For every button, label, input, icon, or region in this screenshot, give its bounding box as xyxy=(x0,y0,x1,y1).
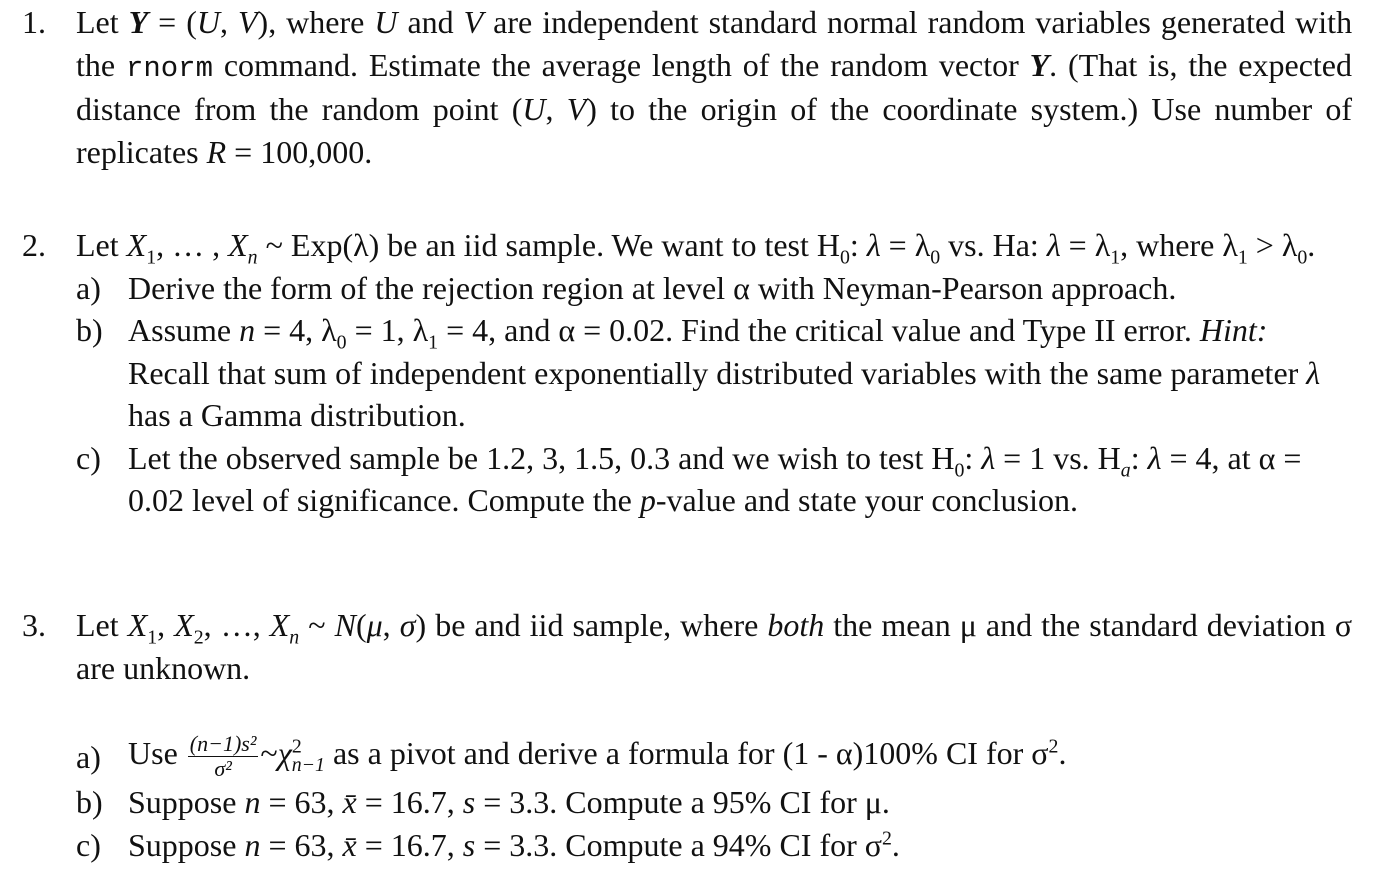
problem-text: Let $X_1$, … , $X_n$ ~ Exp(λ) be an iid sample. We want to test $H_0$: $\lambda = \lambda_0$ vs. Ha: $\lambda = \lambda_1$, where $\lambda_1 > \lambda_0$. xyxy=(76,227,1316,269)
problem-number: 2. xyxy=(22,227,46,263)
problem-text: Let Y = (U, V), where U and V are independent standard normal random variables generated with the rnorm command. Estimate the average length of the random vector Y. (That is, the expected distance from the random point (U, V) to the origin of the coordinate system.) Use number of replicates R = 100,000. xyxy=(76,4,1353,170)
subpart-b: b) Suppose n = 63, x̄ = 16.7, s = 3.3. Compute a 95% CI for μ. xyxy=(76,784,890,821)
subpart-c: c) Suppose n = 63, x̄ = 16.7, s = 3.3. Compute a 94% CI for $\sigma^2$. xyxy=(76,826,900,863)
problem-2 xyxy=(22,224,1352,522)
subpart-b: b) Assume n = 4, $\lambda_0 = 1$, $\lambda_1 = 4$, and α = 0.02. Find the critical value and Type II error. Hint: Recall that sum of independent exponentially distributed variables with the same parameter λ has a Gamma distribution. xyxy=(76,312,1321,434)
subpart-c: c) Let the observed sample be 1.2, 3, 1.5, 0.3 and we wish to test $H_0$: λ = 1 vs. $H_a$: λ = 4, at α = 0.02 level of significance. Compute the p-value and state your conclusion. xyxy=(76,439,1302,519)
problem-number: 3. xyxy=(22,607,46,643)
problem-text: Let $X_1$, $X_2$, …, $X_n$ ~ N(μ, σ) be and iid sample, where both the mean μ and the standard deviation σ are unknown. xyxy=(76,607,1353,686)
subpart-a: a) Derive the form of the rejection region at level α with Neyman-Pearson approach. xyxy=(76,269,1177,306)
problem-number: 1. xyxy=(22,4,46,40)
code-rnorm: rnorm xyxy=(125,51,213,85)
pivot-fraction: $\frac{\text{(n−1)s²}}{\text{σ²}}$ xyxy=(189,731,257,782)
subpart-a: a) Use $\frac{\text{(n−1)s²}}{\text{σ²}}$ $\sim\chi^2_{n-1}$ as a pivot and derive a formula for (1 - α)100% CI for $\sigma^2$. xyxy=(76,731,1067,782)
problem-3-subparts xyxy=(22,732,1352,866)
problem-3 xyxy=(22,604,1352,689)
problem-1 xyxy=(22,1,1352,173)
